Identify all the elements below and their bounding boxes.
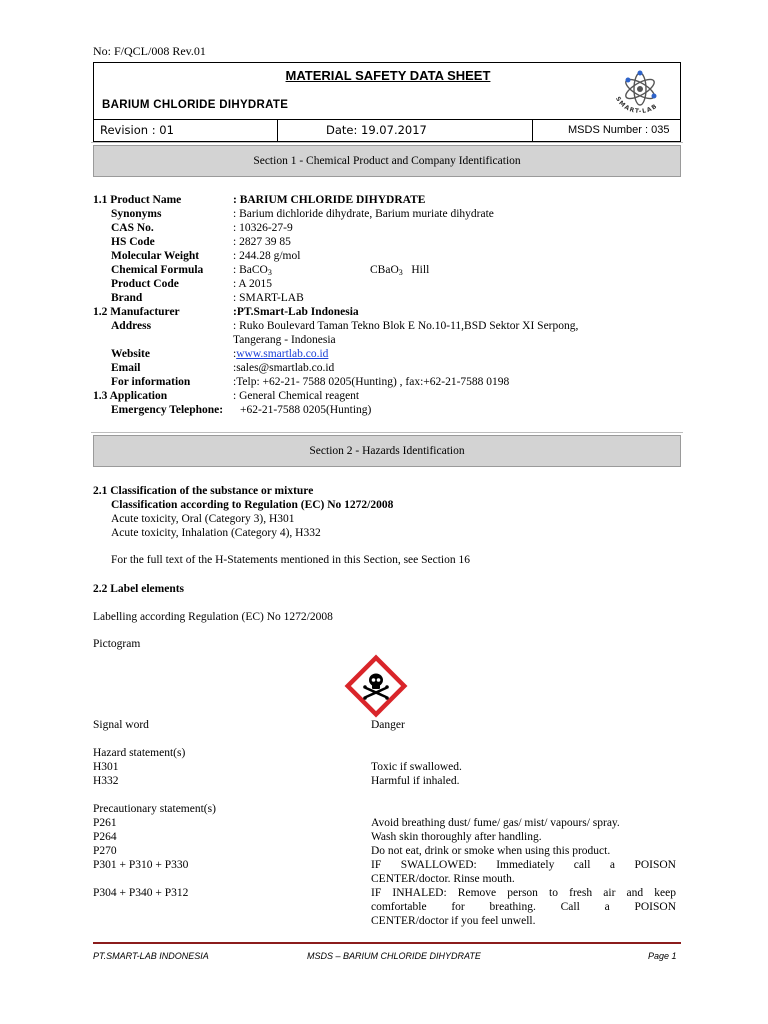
signal-word-value: Danger bbox=[371, 719, 405, 731]
field-label: Emergency Telephone: bbox=[111, 404, 224, 416]
field-label: For information bbox=[111, 376, 191, 388]
divider bbox=[277, 120, 278, 141]
field-value: : 10326-27-9 bbox=[233, 222, 293, 234]
hazard-code: H301 bbox=[93, 761, 119, 773]
divider bbox=[91, 432, 683, 433]
website-field: :www.smartlab.co.id bbox=[233, 348, 329, 360]
field-label: Brand bbox=[111, 292, 143, 304]
skull-crossbones-icon bbox=[342, 652, 410, 720]
classification-subheading: Classification according to Regulation (EC) No 1272/2008 bbox=[111, 499, 394, 511]
section-2-header: Section 2 - Hazards Identification bbox=[93, 435, 681, 467]
signal-word-label: Signal word bbox=[93, 719, 149, 731]
field-label: Product Code bbox=[111, 278, 179, 290]
precaution-text: Do not eat, drink or smoke when using this product. bbox=[371, 845, 611, 857]
field-value: : SMART-LAB bbox=[233, 292, 304, 304]
field-label: Chemical Formula bbox=[111, 264, 204, 276]
field-value: : Ruko Boulevard Taman Tekno Blok E No.10-11,BSD Sektor XI Serpong, bbox=[233, 320, 579, 332]
page-number: Page 1 bbox=[648, 951, 677, 961]
field-value: : General Chemical reagent bbox=[233, 390, 360, 402]
field-label: Address bbox=[111, 320, 152, 332]
smart-lab-logo bbox=[604, 65, 676, 119]
field-label: Website bbox=[111, 348, 150, 360]
field-label: HS Code bbox=[111, 236, 155, 248]
footer-rule bbox=[93, 942, 681, 944]
precautionary-label: Precautionary statement(s) bbox=[93, 803, 216, 815]
hazard-statements-label: Hazard statement(s) bbox=[93, 747, 186, 759]
field-value: : 2827 39 85 bbox=[233, 236, 291, 248]
website-link[interactable]: www.smartlab.co.id bbox=[236, 348, 329, 360]
field-value: : BARIUM CHLORIDE DIHYDRATE bbox=[233, 194, 426, 206]
precaution-text: CENTER/doctor if you feel unwell. bbox=[371, 915, 536, 927]
heading-2-1: 2.1 Classification of the substance or mixture bbox=[93, 485, 314, 497]
field-value: :sales@smartlab.co.id bbox=[233, 362, 335, 374]
field-label: 1.2 Manufacturer bbox=[93, 306, 180, 318]
field-value: : Barium dichloride dihydrate, Barium muriate dihydrate bbox=[233, 208, 494, 220]
chemical-formula-hill: CBaO$_3$ Hill bbox=[370, 264, 430, 277]
document-title: MATERIAL SAFETY DATA SHEET bbox=[285, 68, 491, 83]
divider bbox=[91, 142, 683, 143]
footer-title: MSDS – BARIUM CHLORIDE DIHYDRATE bbox=[307, 951, 481, 961]
field-value: : 244.28 g/mol bbox=[233, 250, 301, 262]
hazard-code: H332 bbox=[93, 775, 119, 787]
field-value: :Telp: +62-21- 7588 0205(Hunting) , fax:+62-21-7588 0198 bbox=[233, 376, 510, 388]
revision: Revision : 01 bbox=[100, 123, 174, 137]
precaution-code: P264 bbox=[93, 831, 117, 843]
field-value: :PT.Smart-Lab Indonesia bbox=[233, 306, 359, 318]
heading-2-2: 2.2 Label elements bbox=[93, 583, 185, 595]
precaution-text: Avoid breathing dust/ fume/ gas/ mist/ vapours/ spray. bbox=[371, 817, 620, 829]
precaution-text: CENTER/doctor. Rinse mouth. bbox=[371, 873, 515, 885]
footer-company: PT.SMART-LAB INDONESIA bbox=[93, 951, 209, 961]
precaution-text: IF INHALED: Remove person to fresh air and keep bbox=[371, 887, 676, 899]
field-label: Email bbox=[111, 362, 141, 374]
field-label: CAS No. bbox=[111, 222, 154, 234]
precaution-code: P270 bbox=[93, 845, 117, 857]
full-text-note: For the full text of the H-Statements mentioned in this Section, see Section 16 bbox=[111, 554, 470, 566]
logo-text: SMART-LAB bbox=[614, 95, 659, 116]
section-1-header: Section 1 - Chemical Product and Company Identification bbox=[93, 145, 681, 177]
field-value: : A 2015 bbox=[233, 278, 272, 290]
hazard-text: Harmful if inhaled. bbox=[371, 775, 460, 787]
field-label: 1.3 Application bbox=[93, 390, 168, 402]
msds-number: MSDS Number : 035 bbox=[568, 124, 670, 136]
precaution-text: IF SWALLOWED: Immediately call a POISON bbox=[371, 859, 676, 871]
precaution-text: Wash skin thoroughly after handling. bbox=[371, 831, 542, 843]
document-number: No: F/QCL/008 Rev.01 bbox=[93, 44, 206, 58]
header-box bbox=[93, 62, 681, 120]
precaution-text: comfortable for breathing. Call a POISON bbox=[371, 901, 676, 913]
field-label: Molecular Weight bbox=[111, 250, 200, 262]
header-product-name: BARIUM CHLORIDE DIHYDRATE bbox=[102, 99, 289, 111]
hazard-text: Toxic if swallowed. bbox=[371, 761, 462, 773]
field-label: 1.1 Product Name bbox=[93, 194, 182, 206]
precaution-code: P304 + P340 + P312 bbox=[93, 887, 189, 899]
precaution-code: P261 bbox=[93, 817, 117, 829]
field-label: Synonyms bbox=[111, 208, 162, 220]
labelling-regulation: Labelling according Regulation (EC) No 1272/2008 bbox=[93, 611, 333, 623]
toxicity-inhalation: Acute toxicity, Inhalation (Category 4), H332 bbox=[111, 527, 321, 539]
pictogram-label: Pictogram bbox=[93, 638, 141, 650]
precaution-code: P301 + P310 + P330 bbox=[93, 859, 189, 871]
field-value: +62-21-7588 0205(Hunting) bbox=[240, 404, 372, 416]
revision-date: Date: 19.07.2017 bbox=[326, 123, 427, 137]
divider bbox=[532, 120, 533, 141]
revision-row bbox=[93, 120, 681, 142]
toxicity-oral: Acute toxicity, Oral (Category 3), H301 bbox=[111, 513, 295, 525]
chemical-formula-value: : BaCO$_3$ bbox=[233, 264, 272, 277]
field-value: Tangerang - Indonesia bbox=[233, 334, 336, 346]
